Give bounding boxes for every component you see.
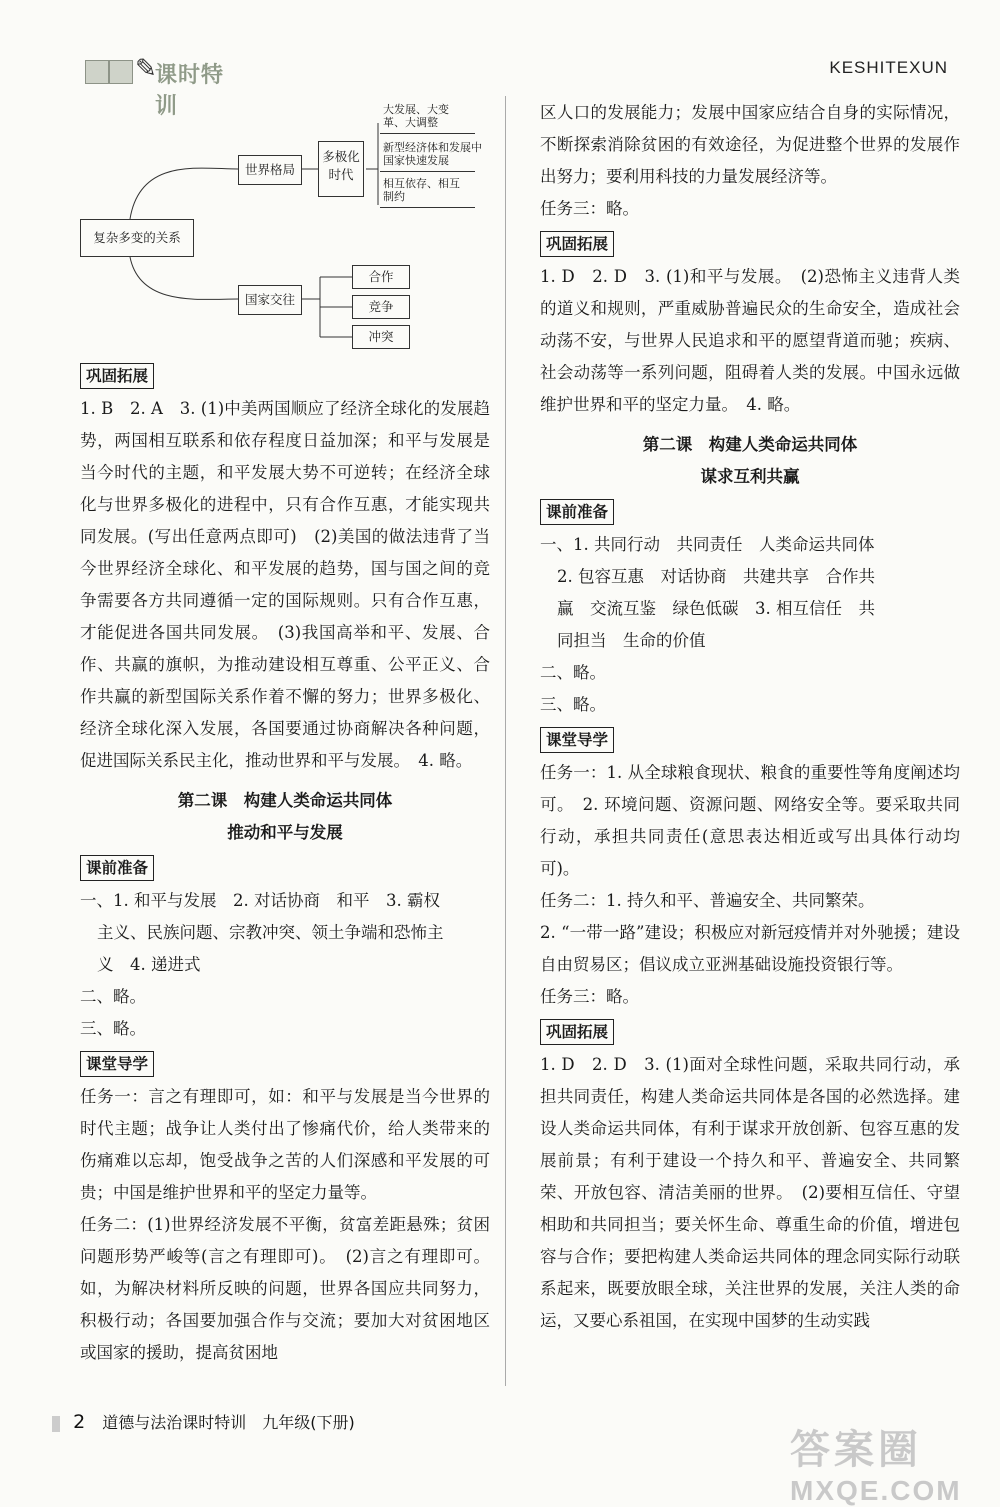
lesson-subtitle: 谋求互利共赢 bbox=[700, 467, 800, 486]
answer-paragraph: 1. D 2. D 3. (1)面对全球性问题，采取共同行动，承担共同责任，构建人类命运共同体是各国的必然选择。建设人类命运共同体，有利于谋求开放创新、包容互惠的发展前景；有利于建设一个持久和平、普遍安全、共同繁荣、开放包容、清洁美丽的世界。 (2)要相互信任、守望相助和共同担当；要关怀生命、尊重生命的价值，增进包容与合作；要把构建人类命运共同体的理念同实际行动联系起来，既要放眼全球，关注世界的发展，关注人类的命运，又要心系祖国，在实现中国梦的生动实践 bbox=[540, 1055, 960, 1330]
answer-line: 一、1. 和平与发展 2. 对话协商 和平 3. 霸权 bbox=[80, 891, 440, 910]
answer-paragraph: 任务二：1. 持久和平、普遍安全、共同繁荣。 bbox=[540, 891, 875, 910]
answer-paragraph: 任务三：略。 bbox=[540, 987, 639, 1006]
answer-line: 2. 包容互惠 对话协商 共建共享 合作共 bbox=[557, 567, 875, 586]
mind-map-underline bbox=[380, 133, 475, 134]
mind-map-item: 大发展、大变革、大调整 bbox=[383, 103, 449, 129]
answer-line: 赢 交流互鉴 绿色低碳 3. 相互信任 共 bbox=[557, 599, 875, 618]
mind-map-underline bbox=[380, 171, 475, 172]
mind-map-competition: 竞争 bbox=[352, 295, 410, 319]
mind-map-underline bbox=[380, 207, 475, 208]
mind-map-world-pattern: 世界格局 bbox=[238, 155, 302, 185]
watermark-url: MXQE.COM bbox=[790, 1475, 962, 1506]
answer-paragraph: 1. B 2. A 3. (1)中美两国顺应了经济全球化的发展趋势，两国相互联系和依存程度日益加深；和平与发展是当今时代的主题，和平发展大势不可逆转；在经济全球化与世界多极化的进程中，只有合作互惠，才能实现共同发展。(写出任意两点即可) (2)美国的做法违背了当今世界经济全球化、和平发展的趋势，国与国之间的竞争需要各方共同遵循一定的国际规则。只有合作互惠，才能促进各国共同发展。 (3)我国高举和平、发展、合作、共赢的旗帜，为推动建设相互尊重、公平正义、合作共赢的新型国际关系作着不懈的努力；世界多极化、经济全球化深入发展，各国要通过协商解决各种问题，促进国际关系民主化，推动世界和平与发展。 4. 略。 bbox=[80, 399, 490, 770]
section-tag: 巩固拓展 bbox=[540, 231, 614, 257]
section-tag: 课堂导学 bbox=[80, 1051, 154, 1077]
section-tag: 巩固拓展 bbox=[80, 363, 154, 389]
answer-line: 二、略。 bbox=[540, 663, 606, 682]
answer-paragraph: 任务一：言之有理即可，如：和平与发展是当今世界的时代主题；战争让人类付出了惨痛代价，给人类带来的伤痛难以忘却，饱受战争之苦的人们深感和平发展的可贵；中国是维护世界和平的坚定力量等。 bbox=[80, 1087, 490, 1202]
answer-line: 主义、民族问题、宗教冲突、领土争端和恐怖主 bbox=[97, 923, 444, 942]
section-tag: 课前准备 bbox=[80, 855, 154, 881]
left-column bbox=[80, 97, 490, 1369]
page-number: 2 bbox=[73, 1411, 86, 1433]
right-column bbox=[540, 97, 960, 1337]
answer-line: 三、略。 bbox=[540, 695, 606, 714]
answer-paragraph: 区人口的发展能力；发展中国家应结合自身的实际情况，不断探索消除贫困的有效途径，为促进整个世界的发展作出努力；要利用科技的力量发展经济等。 bbox=[540, 103, 960, 186]
answer-line: 义 4. 递进式 bbox=[97, 955, 201, 974]
answer-paragraph: 任务一：1. 从全球粮食现状、粮食的重要性等角度阐述均可。 2. 环境问题、资源问题、网络安全等。要采取共同行动，承担共同责任(意思表达相近或写出具体行动均可)。 bbox=[540, 763, 960, 878]
section-tag: 巩固拓展 bbox=[540, 1019, 614, 1045]
page-footer bbox=[52, 1410, 355, 1433]
mind-map-item: 相互依存、相互制约 bbox=[383, 177, 460, 203]
mind-map bbox=[80, 97, 490, 357]
series-logo bbox=[85, 52, 225, 119]
watermark-text: 答案圈 bbox=[790, 1427, 922, 1473]
series-name-en: KESHITEXUN bbox=[829, 58, 948, 77]
column-divider bbox=[505, 96, 506, 1386]
answer-paragraph: 1. D 2. D 3. (1)和平与发展。 (2)恐怖主义违背人类的道义和规则，严重威胁普遍民众的生命安全，造成社会动荡不安，与世界人民追求和平的愿望背道而驰；疾病、社会动荡等一系列问题，阻碍着人类的发展。中国永远做维护世界和平的坚定力量。 4. 略。 bbox=[540, 267, 960, 414]
footer-strip bbox=[52, 1416, 60, 1432]
book-title: 道德与法治课时特训 九年级(下册) bbox=[102, 1413, 355, 1432]
answer-line: 同担当 生命的价值 bbox=[557, 631, 706, 650]
answer-paragraph: 任务三：略。 bbox=[540, 199, 639, 218]
watermark bbox=[790, 1418, 975, 1506]
lesson-title: 第二课 构建人类命运共同体 bbox=[177, 791, 393, 810]
logo-tile-icon bbox=[85, 60, 109, 84]
logo-tile-icon bbox=[109, 60, 133, 84]
mind-map-multipolar: 多极化时代 bbox=[318, 141, 364, 197]
mind-map-state-relations: 国家交往 bbox=[238, 285, 302, 315]
mind-map-item: 新型经济体和发展中国家快速发展 bbox=[383, 141, 482, 167]
answer-line: 三、略。 bbox=[80, 1019, 146, 1038]
lesson-subtitle: 推动和平与发展 bbox=[227, 823, 343, 842]
answer-line: 二、略。 bbox=[80, 987, 146, 1006]
section-tag: 课堂导学 bbox=[540, 727, 614, 753]
mind-map-root: 复杂多变的关系 bbox=[80, 219, 194, 257]
answer-paragraph: 任务二：(1)世界经济发展不平衡，贫富差距悬殊；贫困问题形势严峻等(言之有理即可)。 (2)言之有理即可。如，为解决材料所反映的问题，世界各国应共同努力，积极行动；各国要加强合作与交流；要加大对贫困地区或国家的援助，提高贫困地 bbox=[80, 1215, 490, 1362]
answer-paragraph: 2. “一带一路”建设；积极应对新冠疫情并对外驰援；建设自由贸易区；倡议成立亚洲基础设施投资银行等。 bbox=[540, 923, 960, 974]
mind-map-conflict: 冲突 bbox=[352, 325, 410, 349]
pen-icon: ✎ bbox=[135, 54, 157, 84]
brand-title: 课时特训 bbox=[155, 63, 225, 119]
lesson-title: 第二课 构建人类命运共同体 bbox=[642, 435, 858, 454]
mind-map-cooperation: 合作 bbox=[352, 265, 410, 289]
section-tag: 课前准备 bbox=[540, 499, 614, 525]
answer-line: 一、1. 共同行动 共同责任 人类命运共同体 bbox=[540, 535, 875, 554]
